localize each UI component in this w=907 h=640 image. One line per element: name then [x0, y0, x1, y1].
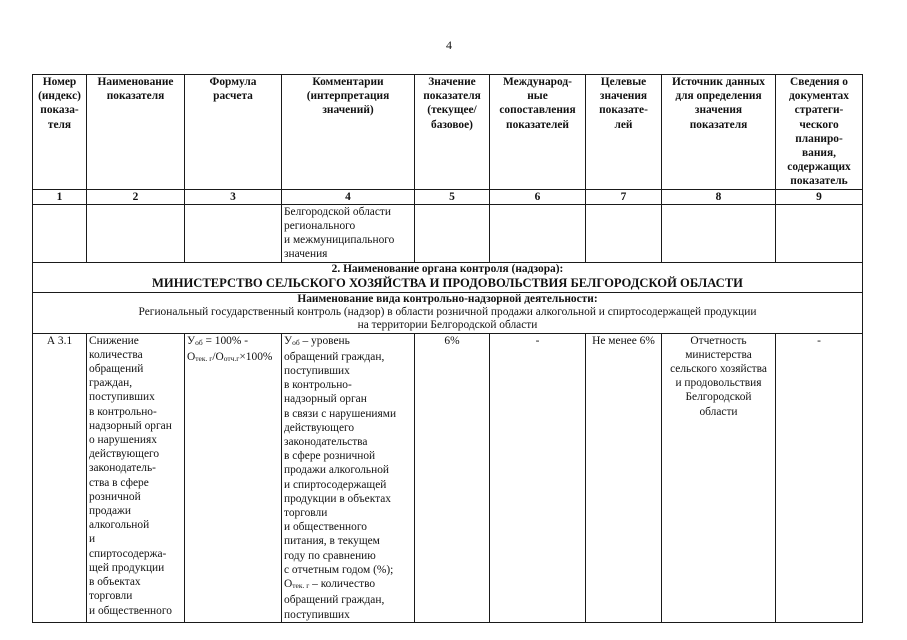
continuation-comment: Белгородской области регионального и межмуниципального значения [282, 204, 415, 262]
comment-symbol: О [284, 578, 293, 591]
column-number: 2 [87, 189, 185, 204]
comment-symbol: У [284, 334, 293, 347]
formula-cell [185, 333, 282, 622]
empty-cell [185, 204, 282, 262]
formula-line2 [187, 350, 279, 366]
planning-documents: - [776, 333, 863, 622]
kind-label: Наименование вида контрольно-надзорной деятельности: [297, 292, 598, 305]
formula-subscript: об [195, 337, 203, 347]
empty-cell [87, 204, 185, 262]
target-value: Не менее 6% [586, 333, 662, 622]
indicators-table [32, 74, 863, 623]
empty-cell [490, 204, 586, 262]
comment-text: – количество обращений граждан, поступивших [284, 578, 385, 621]
section-title-cell [33, 262, 863, 292]
header-row [33, 75, 863, 190]
comment-subscript: об [292, 337, 300, 347]
header-index: Номер (индекс) показа- теля [33, 75, 87, 190]
formula-symbol: У [187, 334, 196, 347]
empty-cell [33, 204, 87, 262]
header-comments: Комментарии (интерпретация значений) [282, 75, 415, 190]
indicator-value: 6% [415, 333, 490, 622]
indicator-name: Снижение количества обращений граждан, поступивших в контрольно- надзорный орган о нарушениях действующего законодатель- ства в сфере розничной продажи алкогольной и спиртосодержа- щей продукции в объектах торговли и общественного [87, 333, 185, 622]
formula-subscript: отч.г [223, 353, 240, 363]
column-number: 4 [282, 189, 415, 204]
comment-text: – уровень обращений граждан, поступивших в контрольно- надзорный орган в связи с нарушениями действующего законодательства в сфере розничной продажи алкогольной и спиртосодержащей продукции в объектах торговли и общественного питания, в текущем году по сравнению с отчетным годом (%); [284, 334, 397, 576]
section-kind-row [33, 292, 863, 333]
header-value: Значение показателя (текущее/ базовое) [415, 75, 490, 190]
formula-text: = 100% - [202, 334, 248, 347]
column-number: 7 [586, 189, 662, 204]
column-number: 1 [33, 189, 87, 204]
formula-symbol: О [215, 350, 224, 363]
header-documents: Сведения о документах стратеги- ческого планиро- вания, содержащих показатель [776, 75, 863, 190]
international-comparison: - [490, 333, 586, 622]
header-target: Целевые значения показате- лей [586, 75, 662, 190]
data-source: Отчетность министерства сельского хозяйства и продовольствия Белгородской области [662, 333, 776, 622]
section-kind-cell [33, 292, 863, 333]
column-number: 3 [185, 189, 282, 204]
column-number: 6 [490, 189, 586, 204]
header-name: Наименование показателя [87, 75, 185, 190]
section-title-line1: 2. Наименование органа контроля (надзора): [331, 262, 564, 275]
row-index: А 3.1 [33, 333, 87, 622]
comment-cell [282, 333, 415, 622]
formula-text: ×100% [239, 350, 273, 363]
comment-subscript: тек. г [292, 581, 310, 591]
column-number: 8 [662, 189, 776, 204]
empty-cell [586, 204, 662, 262]
header-source: Источник данных для определения значения показателя [662, 75, 776, 190]
column-number-row [33, 189, 863, 204]
formula-text: / [212, 350, 216, 363]
formula-symbol: О [187, 350, 196, 363]
page-number: 4 [446, 38, 452, 52]
empty-cell [662, 204, 776, 262]
empty-cell [776, 204, 863, 262]
section-title-line2: МИНИСТЕРСТВО СЕЛЬСКОГО ХОЗЯЙСТВА И ПРОДОВОЛЬСТВИЯ БЕЛГОРОДСКОЙ ОБЛАСТИ [152, 275, 743, 290]
kind-description: Региональный государственный контроль (надзор) в области розничной продажи алкогольной и спиртосодержащей продукции [138, 305, 757, 318]
column-number: 5 [415, 189, 490, 204]
column-number: 9 [776, 189, 863, 204]
header-international: Международ- ные сопоставления показателей [490, 75, 586, 190]
formula-line1 [187, 334, 279, 350]
empty-cell [415, 204, 490, 262]
formula-subscript: тек. г [195, 353, 213, 363]
header-formula: Формула расчета [185, 75, 282, 190]
continuation-row [33, 204, 863, 262]
table-row [33, 333, 863, 622]
section-title-row [33, 262, 863, 292]
kind-territory: на территории Белгородской области [357, 318, 538, 331]
